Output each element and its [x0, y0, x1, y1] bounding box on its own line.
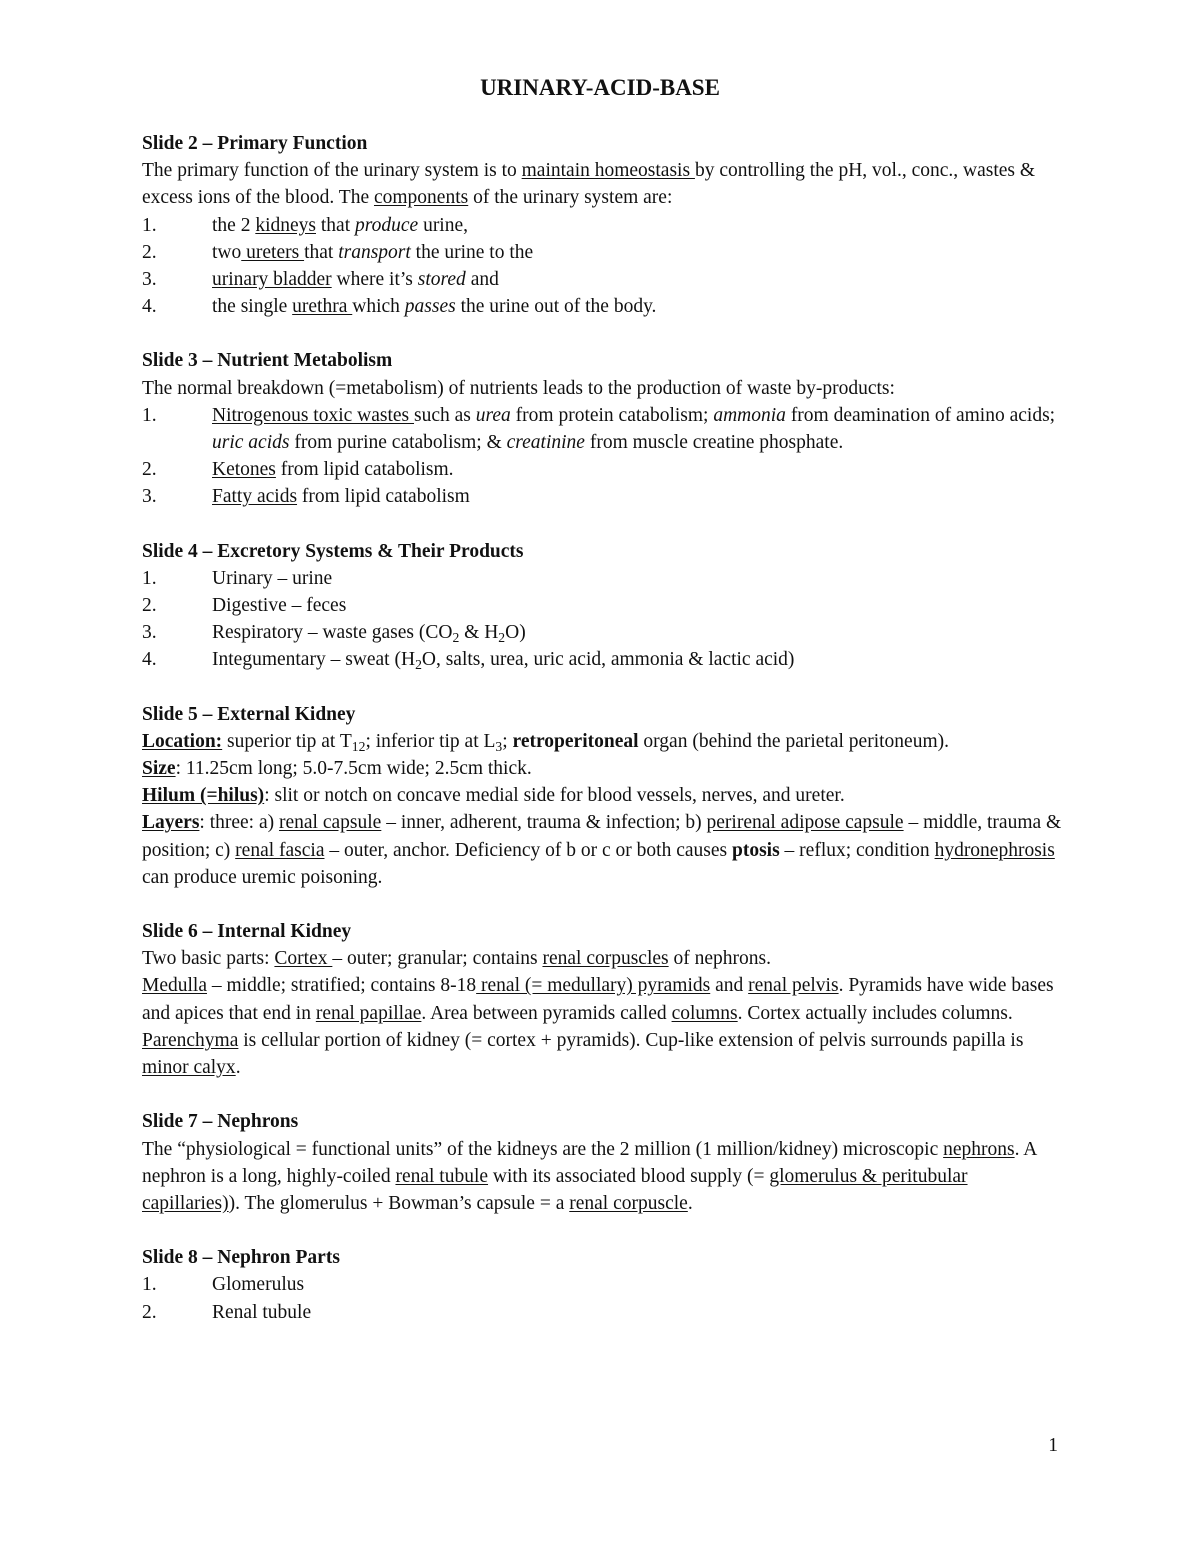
list-number: 2. [142, 1301, 157, 1323]
underlined-term: Medulla [142, 975, 207, 997]
section-heading: Slide 3 – Nutrient Metabolism [142, 350, 393, 372]
list-number: 1. [142, 567, 157, 589]
subscript: 2 [452, 630, 460, 646]
text: organ (behind the parietal peritoneum). [638, 730, 949, 752]
list-number: 4. [142, 296, 157, 318]
italic-term: creatinine [506, 432, 585, 454]
list-number: 3. [142, 269, 157, 291]
underlined-term: hydronephrosis [934, 839, 1055, 861]
underlined-term: renal corpuscle [569, 1192, 688, 1214]
text: – reflux; condition [779, 839, 935, 861]
text: of the urinary system are: [468, 187, 673, 209]
section-heading: Slide 7 – Nephrons [142, 1111, 299, 1133]
list-number: 3. [142, 622, 157, 644]
list-item [142, 565, 1062, 592]
list-item [142, 592, 1062, 619]
text: – middle, trauma & position; c) [142, 812, 1062, 861]
italic-term: transport [338, 241, 411, 263]
text: . [235, 1057, 241, 1079]
underlined-term: renal capsule [279, 812, 382, 834]
section-slide-3 [142, 347, 1062, 510]
text: two [212, 241, 242, 263]
underlined-term: Cortex [274, 948, 333, 970]
text: . Pyramids have wide bases and apices that end in [142, 975, 1054, 1024]
underlined-term: renal tubule [395, 1165, 489, 1187]
text: – inner, adherent, trauma & infection; b) [381, 812, 707, 834]
italic-term: stored [417, 269, 466, 291]
text: – outer, anchor. Deficiency of b or c or both causes [324, 839, 732, 861]
underlined-term: components [373, 187, 469, 209]
text: O) [505, 622, 526, 644]
paragraph: The normal breakdown (=metabolism) of nutrients leads to the production of waste by-products: [142, 377, 895, 399]
term-label: Hilum (=hilus) [142, 785, 265, 807]
underlined-term: maintain homeostasis [521, 160, 695, 182]
underlined-term: Nitrogenous toxic wastes [212, 404, 415, 426]
text: where it’s [331, 269, 418, 291]
list-item [142, 402, 1062, 456]
underlined-term: nephrons [943, 1138, 1015, 1160]
paragraph [142, 972, 1062, 1081]
text: with its associated blood supply (= [488, 1165, 770, 1187]
section-heading: Slide 6 – Internal Kidney [142, 921, 352, 943]
underlined-term: renal fascia [235, 839, 325, 861]
text: ). The glomerulus + Bowman’s capsule = a [228, 1192, 570, 1214]
section-slide-8 [142, 1244, 1062, 1326]
text: : three: a) [199, 812, 279, 834]
text: such as [414, 404, 476, 426]
text: urine, [418, 214, 469, 236]
text: ; inferior tip at L [365, 730, 496, 752]
text: and [710, 975, 749, 997]
section-heading: Slide 2 – Primary Function [142, 133, 368, 154]
section-heading: Slide 8 – Nephron Parts [142, 1247, 340, 1269]
section-heading: Slide 5 – External Kidney [142, 703, 356, 725]
list-number: 1. [142, 404, 157, 426]
text: the 2 [212, 214, 256, 236]
text: : slit or notch on concave medial side for blood vessels, nerves, and ureter. [264, 785, 845, 807]
underlined-term: renal corpuscles [542, 948, 669, 970]
section-heading: Slide 4 – Excretory Systems & Their Products [142, 540, 524, 562]
text: by controlling the pH, vol., conc., wastes & excess ions of the blood. The [142, 160, 1036, 209]
list-item [142, 239, 1062, 266]
list-item [142, 483, 1062, 510]
underlined-term: Fatty acids [212, 486, 298, 508]
text: superior tip at T [222, 730, 352, 752]
italic-term: produce [355, 214, 419, 236]
text: . Area between pyramids called [421, 1002, 672, 1024]
text: can produce uremic poisoning. [142, 866, 383, 888]
list-item [142, 266, 1062, 293]
underlined-term: ureters [241, 241, 305, 263]
text: Two basic parts: [142, 948, 275, 970]
text: from lipid catabolism [297, 486, 470, 508]
list-number: 2. [142, 595, 157, 617]
section-slide-4 [142, 538, 1062, 674]
list-item [142, 619, 1062, 646]
underlined-term: minor calyx [142, 1057, 236, 1079]
list-item [142, 456, 1062, 483]
paragraph-hilum [142, 782, 1062, 809]
term-label: Layers [142, 812, 200, 834]
underlined-term: perirenal adipose capsule [706, 812, 904, 834]
text: Renal tubule [212, 1301, 312, 1323]
text: Glomerulus [212, 1274, 305, 1296]
underlined-term: Ketones [212, 459, 276, 481]
document-body [142, 130, 1062, 1353]
text: that [316, 214, 355, 236]
underlined-term: renal papillae [315, 1002, 422, 1024]
text: that [304, 241, 339, 263]
list-number: 1. [142, 214, 157, 236]
paragraph-location [142, 728, 1062, 755]
paragraph [142, 945, 1062, 972]
underlined-term: renal pelvis [748, 975, 839, 997]
section-slide-5 [142, 701, 1062, 891]
term-label: Location: [142, 730, 223, 752]
text: from protein catabolism; [510, 404, 714, 426]
text: of nephrons. [668, 948, 771, 970]
text: Urinary – urine [212, 567, 333, 589]
text: & H [459, 622, 499, 644]
text: . [687, 1192, 693, 1214]
text: . A nephron is a long, highly-coiled [142, 1138, 1037, 1187]
text: Integumentary – sweat (H [212, 649, 416, 671]
paragraph-layers [142, 809, 1062, 891]
paragraph [142, 1136, 1062, 1218]
list-number: 2. [142, 459, 157, 481]
list-number: 1. [142, 1274, 157, 1296]
text: which [352, 296, 405, 318]
text: from lipid catabolism. [275, 459, 454, 481]
list-item [142, 1271, 1062, 1298]
list-item [142, 646, 1062, 673]
text: the urine to the [410, 241, 534, 263]
subscript: 3 [495, 738, 503, 754]
page-number: 1 [1048, 1435, 1058, 1456]
italic-term: urea [475, 404, 511, 426]
bold-term: ptosis [731, 839, 780, 861]
bold-term: retroperitoneal [512, 730, 639, 752]
text: – outer; granular; contains [332, 948, 543, 970]
text: the single [212, 296, 293, 318]
document-title: URINARY-ACID-BASE [480, 75, 720, 100]
text: – middle; stratified; contains 8-18 [206, 975, 477, 997]
italic-term: uric acids [212, 432, 290, 454]
underlined-term: Parenchyma [142, 1029, 239, 1051]
list-item [142, 1299, 1062, 1326]
subscript: 2 [498, 630, 506, 646]
list-item [142, 293, 1062, 320]
section-slide-7 [142, 1108, 1062, 1217]
text: Digestive – feces [212, 595, 347, 617]
text: . Cortex actually includes columns. [737, 1002, 1013, 1024]
underlined-term: urinary bladder [212, 269, 332, 291]
section-slide-6 [142, 918, 1062, 1081]
text: the urine out of the body. [455, 296, 657, 318]
list-item [142, 212, 1062, 239]
list-number: 4. [142, 649, 157, 671]
underlined-term: urethra [292, 296, 353, 318]
section-slide-2 [142, 130, 1062, 320]
list-number: 2. [142, 241, 157, 263]
text: Respiratory – waste gases (CO [212, 622, 453, 644]
term-label: Size [142, 758, 176, 780]
text: : 11.25cm long; 5.0-7.5cm wide; 2.5cm thick. [175, 758, 532, 780]
underlined-term: glomerulus & peritubular capillaries) [142, 1165, 968, 1214]
subscript: 2 [415, 657, 422, 673]
paragraph [142, 157, 1062, 211]
text: ; [502, 730, 513, 752]
text: The primary function of the urinary system is to [142, 160, 522, 182]
paragraph-size [142, 755, 1062, 782]
text: and [465, 269, 499, 291]
text: O, salts, urea, uric acid, ammonia & lactic acid) [421, 649, 795, 671]
underlined-term: kidneys [255, 214, 316, 236]
list-number: 3. [142, 486, 157, 508]
text: The “physiological = functional units” of the kidneys are the 2 million (1 million/kidney) microscopic [142, 1138, 944, 1160]
text: is cellular portion of kidney (= cortex + pyramids). Cup-like extension of pelvis surrounds papilla is [238, 1029, 1024, 1051]
underlined-term: columns [671, 1002, 738, 1024]
text: from deamination of amino acids; [785, 404, 1056, 426]
text: from muscle creatine phosphate. [584, 432, 844, 454]
text: from purine catabolism; & [289, 432, 507, 454]
subscript: 12 [351, 738, 366, 754]
italic-term: ammonia [713, 404, 786, 426]
underlined-term: renal (= medullary) pyramids [476, 975, 711, 997]
italic-term: passes [404, 296, 456, 318]
